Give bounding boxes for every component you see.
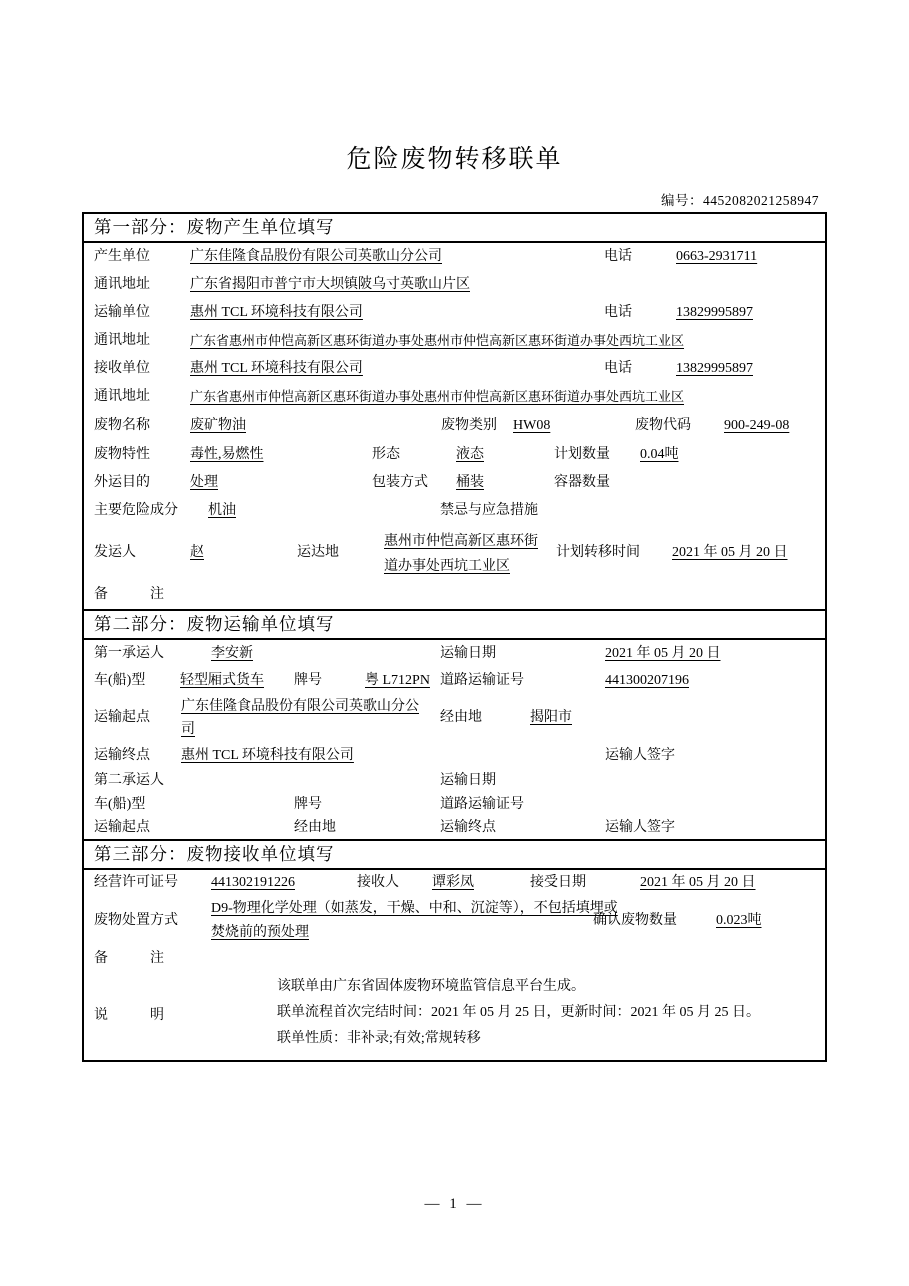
section3-header: 第三部分：废物接收单位填写: [84, 839, 825, 870]
receiver-address-label: 通讯地址: [94, 389, 150, 404]
transporter-phone-value: 13829995897: [676, 305, 753, 320]
receiver-person-value: 谭彩凤: [432, 875, 474, 890]
row-disposal: [84, 896, 825, 946]
vehicle1-value: 轻型厢式货车: [180, 673, 264, 688]
end1-value: 惠州 TCL 环境科技有限公司: [181, 748, 354, 763]
note-label: 说 明: [94, 1008, 178, 1023]
waste-name-label: 废物名称: [94, 418, 150, 433]
packaging-label: 包装方式: [372, 475, 428, 490]
producer-label: 产生单位: [94, 249, 150, 264]
row-license: [84, 870, 825, 896]
origin2-label: 运输起点: [94, 820, 150, 835]
transport-date2-label: 运输日期: [440, 773, 496, 788]
carrier1-label: 第一承运人: [94, 646, 164, 661]
end1-label: 运输终点: [94, 748, 150, 763]
vehicle2-label: 车(船)型: [94, 797, 146, 812]
transport-date1-label: 运输日期: [440, 646, 496, 661]
permit1-label: 道路运输证号: [440, 673, 524, 688]
row-waste-name: [84, 411, 825, 441]
producer-value: 广东佳隆食品股份有限公司英歌山分公司: [190, 249, 442, 264]
row-purpose: [84, 469, 825, 497]
sign2-label: 运输人签字: [605, 820, 675, 835]
receiver-phone-value: 13829995897: [676, 361, 753, 376]
row-producer: [84, 243, 825, 271]
doc-number-value: 4452082021258947: [703, 193, 819, 208]
row-s3-remark: [84, 946, 825, 972]
carrier1-value: 李安新: [211, 646, 253, 661]
form-label: 形态: [372, 447, 400, 462]
end2-label: 运输终点: [440, 820, 496, 835]
doc-number: [661, 189, 819, 209]
confirmed-quantity-label: 确认废物数量: [593, 913, 677, 928]
transporter-address-label: 通讯地址: [94, 333, 150, 348]
waste-property-label: 废物特性: [94, 447, 150, 462]
transfer-time-value: 2021 年 05 月 20 日: [672, 545, 788, 560]
s3-remark-label: 备 注: [94, 951, 178, 966]
permit1-value: 441300207196: [605, 673, 689, 688]
row-consignor: [84, 525, 825, 581]
row-vehicle2: [84, 793, 825, 817]
waste-code-label: 废物代码: [635, 418, 691, 433]
row-carrier1: [84, 640, 825, 667]
s1-remark-label: 备 注: [94, 587, 178, 602]
container-quantity-label: 容器数量: [554, 475, 610, 490]
vehicle1-label: 车(船)型: [94, 673, 146, 688]
carrier2-label: 第二承运人: [94, 773, 164, 788]
producer-address-label: 通讯地址: [94, 277, 150, 292]
transporter-label: 运输单位: [94, 305, 150, 320]
destination-value: 惠州市仲恺高新区惠环街道办事处西坑工业区: [384, 534, 538, 574]
confirmed-quantity-value: 0.023吨: [716, 913, 762, 928]
section2-header: 第二部分：废物运输单位填写: [84, 609, 825, 640]
page-number: — 1 —: [424, 1196, 485, 1212]
receiver-address-value: 广东省惠州市仲恺高新区惠环街道办事处惠州市仲恺高新区惠环街道办事处西坑工业区: [190, 389, 685, 404]
section1-header: 第一部分：废物产生单位填写: [84, 214, 825, 243]
row-vehicle1: [84, 667, 825, 694]
producer-phone-label: 电话: [604, 249, 632, 264]
waste-category-label: 废物类别: [441, 418, 497, 433]
waste-code-value: 900-249-08: [724, 418, 790, 433]
hazard-component-value: 机油: [208, 503, 236, 518]
plate1-value: 粤 L712PN: [365, 673, 430, 688]
packaging-value: 桶装: [456, 475, 484, 490]
waste-property-value: 毒性,易燃性: [190, 447, 264, 462]
consignor-value: 赵: [190, 545, 204, 560]
transporter-phone-label: 电话: [604, 305, 632, 320]
row-transporter-address: [84, 327, 825, 355]
row-note: [84, 972, 825, 1060]
receiver-value: 惠州 TCL 环境科技有限公司: [190, 361, 363, 376]
receiver-person-label: 接收人: [357, 875, 399, 890]
row-origin2: [84, 817, 825, 839]
row-end1: [84, 742, 825, 769]
producer-phone-value: 0663-2931711: [676, 249, 758, 264]
row-carrier2: [84, 769, 825, 793]
doc-title: 危险废物转移联单: [346, 146, 563, 173]
origin1-label: 运输起点: [94, 710, 150, 725]
row-transporter: [84, 299, 825, 327]
transport-date1-value: 2021 年 05 月 20 日: [605, 646, 721, 661]
receiver-phone-label: 电话: [604, 361, 632, 376]
purpose-label: 外运目的: [94, 475, 150, 490]
license-label: 经营许可证号: [94, 875, 178, 890]
emergency-label: 禁忌与应急措施: [440, 503, 538, 518]
note-line3: 联单性质：非补录;有效;常规转移: [277, 1031, 481, 1046]
planned-quantity-value: 0.04吨: [640, 447, 679, 462]
destination-label: 运达地: [297, 545, 339, 560]
row-waste-property: [84, 441, 825, 469]
accept-date-value: 2021 年 05 月 20 日: [640, 875, 756, 890]
accept-date-label: 接受日期: [530, 875, 586, 890]
row-receiver: [84, 355, 825, 383]
doc-number-label: 编号：: [661, 193, 703, 208]
consignor-label: 发运人: [94, 545, 136, 560]
row-origin1: [84, 694, 825, 742]
license-value: 441302191226: [211, 875, 295, 890]
disposal-label: 废物处置方式: [94, 913, 178, 928]
row-s1-remark: [84, 581, 825, 609]
transporter-address-value: 广东省惠州市仲恺高新区惠环街道办事处惠州市仲恺高新区惠环街道办事处西坑工业区: [190, 333, 685, 348]
plate2-label: 牌号: [294, 797, 322, 812]
origin1-value: 广东佳隆食品股份有限公司英歌山分公司: [181, 699, 419, 737]
note-line2: 联单流程首次完结时间：2021 年 05 月 25 日，更新时间：2021 年 05 月 25 日。: [277, 1005, 760, 1020]
via2-label: 经由地: [294, 820, 336, 835]
plate1-label: 牌号: [294, 673, 322, 688]
waste-name-value: 废矿物油: [190, 418, 246, 433]
via1-value: 揭阳市: [530, 710, 572, 725]
waste-category-value: HW08: [513, 418, 551, 433]
note-line1: 该联单由广东省固体废物环境监管信息平台生成。: [277, 979, 585, 994]
purpose-value: 处理: [190, 475, 218, 490]
transfer-time-label: 计划转移时间: [556, 545, 640, 560]
permit2-label: 道路运输证号: [440, 797, 524, 812]
row-hazard-component: [84, 497, 825, 525]
planned-quantity-label: 计划数量: [554, 447, 610, 462]
manifest-table: [82, 212, 827, 1062]
disposal-value: D9-物理化学处理（如蒸发，干燥、中和、沉淀等），不包括填埋或焚烧前的预处理: [211, 901, 618, 940]
row-producer-address: [84, 271, 825, 299]
via1-label: 经由地: [440, 710, 482, 725]
form-value: 液态: [456, 447, 484, 462]
hazard-component-label: 主要危险成分: [94, 503, 178, 518]
producer-address-value: 广东省揭阳市普宁市大坝镇陂乌寸英歌山片区: [190, 277, 470, 292]
row-receiver-address: [84, 383, 825, 411]
sign1-label: 运输人签字: [605, 748, 675, 763]
transporter-value: 惠州 TCL 环境科技有限公司: [190, 305, 363, 320]
receiver-label: 接收单位: [94, 361, 150, 376]
